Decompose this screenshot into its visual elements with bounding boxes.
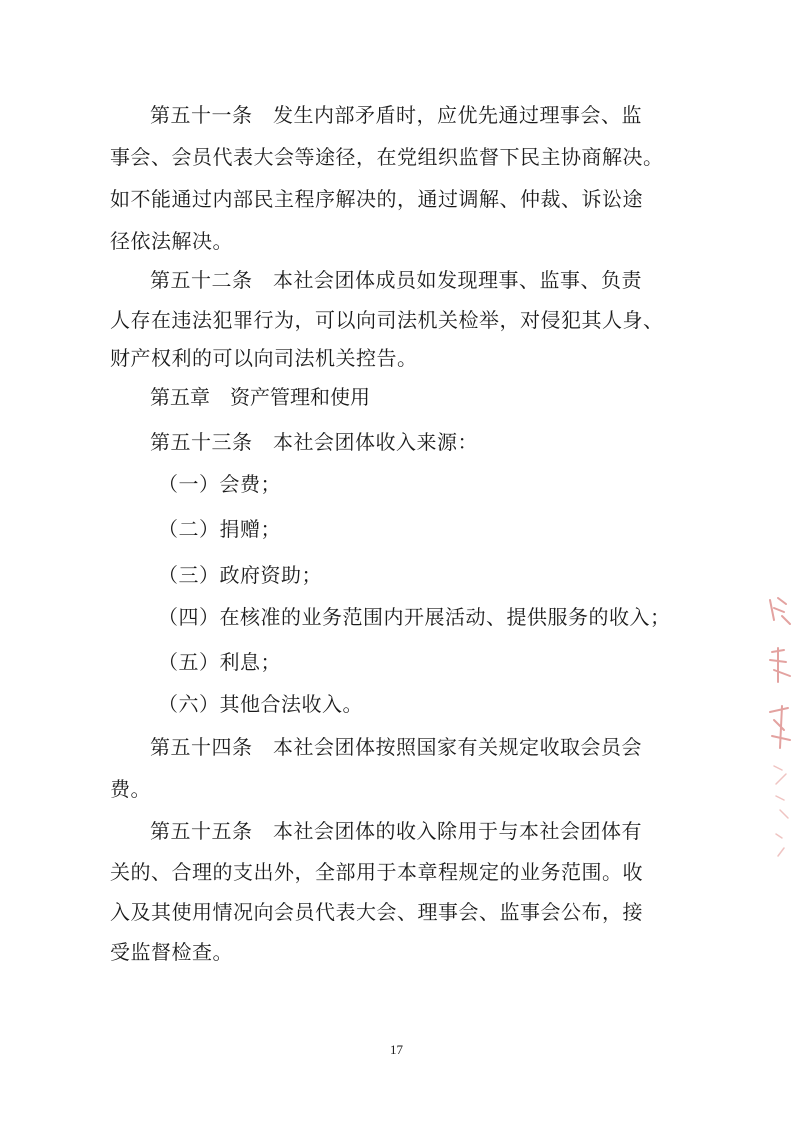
page-number: 17 <box>390 1042 403 1057</box>
income-item-3: （三）政府资助； <box>158 563 322 587</box>
article-54-line-2: 费。 <box>110 777 151 801</box>
article-55-line-3: 入及其使用情况向会员代表大会、理事会、监事会公布，接 <box>110 900 643 924</box>
article-55-line-2: 关的、合理的支出外，全部用于本章程规定的业务范围。收 <box>110 860 643 884</box>
income-item-5: （五）利息； <box>158 650 281 674</box>
chapter-heading: 第五章 资产管理和使用 <box>150 385 370 409</box>
article-52-line-3: 财产权利的可以向司法机关控告。 <box>110 346 418 370</box>
article-53-line-1: 第五十三条 本社会团体收入来源： <box>150 430 478 454</box>
income-item-2: （二）捐赠； <box>158 517 281 541</box>
article-51-line-3: 如不能通过内部民主程序解决的，通过调解、仲裁、诉讼途 <box>110 187 643 211</box>
article-51-line-1: 第五十一条 发生内部矛盾时，应优先通过理事会、监 <box>150 103 642 127</box>
article-52-line-1: 第五十二条 本社会团体成员如发现理事、监事、负责 <box>150 268 642 292</box>
seal-stamp-edge <box>764 590 793 880</box>
article-54-line-1: 第五十四条 本社会团体按照国家有关规定收取会员会 <box>150 735 642 759</box>
article-55-line-4: 受监督检查。 <box>110 940 233 964</box>
income-item-4: （四）在核准的业务范围内开展活动、提供服务的收入； <box>158 605 671 629</box>
income-item-6: （六）其他合法收入。 <box>158 692 363 716</box>
article-51-line-2: 事会、会员代表大会等途径，在党组织监督下民主协商解决。 <box>110 145 664 169</box>
article-55-line-1: 第五十五条 本社会团体的收入除用于与本社会团体有 <box>150 819 642 843</box>
income-item-1: （一）会费； <box>158 472 281 496</box>
article-51-line-4: 径依法解决。 <box>110 229 233 253</box>
article-52-line-2: 人存在违法犯罪行为，可以向司法机关检举，对侵犯其人身、 <box>110 308 664 332</box>
